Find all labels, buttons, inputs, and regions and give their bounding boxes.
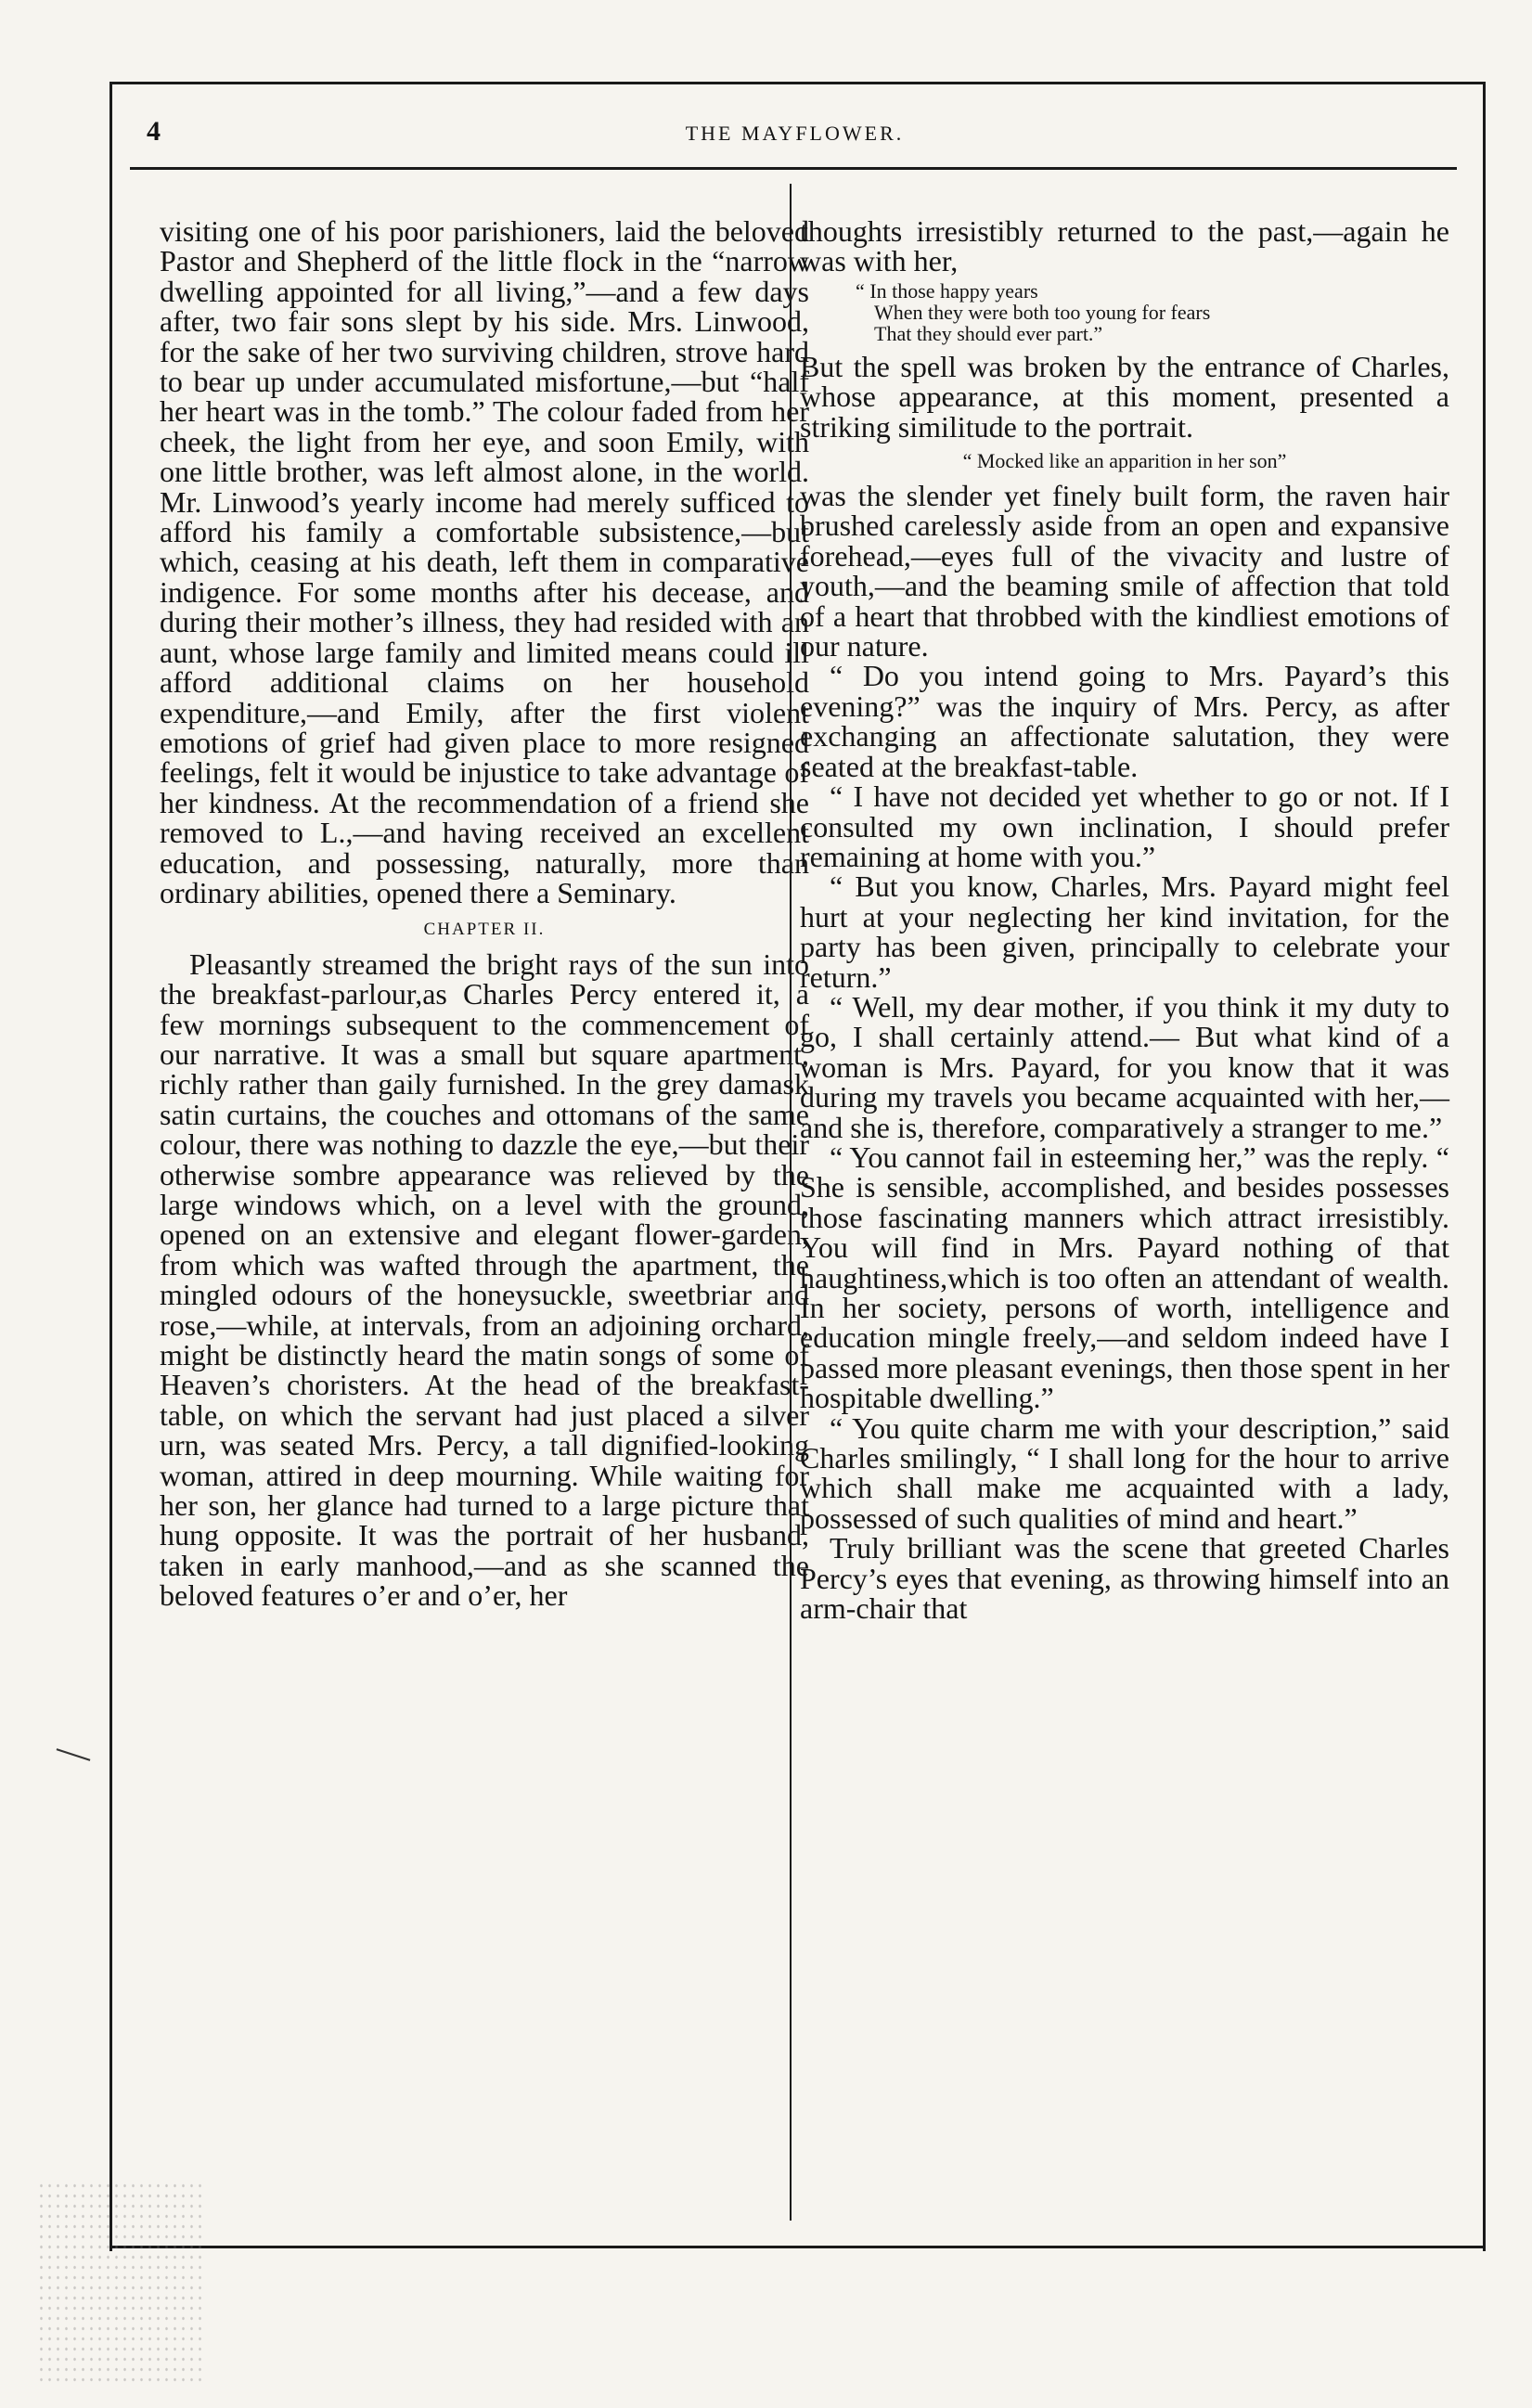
- paper-speckle: [37, 2181, 204, 2385]
- running-title: THE MAYFLOWER.: [685, 122, 905, 145]
- verse-line: When they were both too young for fears: [874, 300, 1211, 324]
- paragraph: “ You cannot fail in esteeming her,” was the reply. “ She is sensible, accomplished, and besides possesses those fascinating manners which attract irresistibly. You will find in Mrs. Payard nothing of that haughtiness,which is too often an attendant of wealth. In her society, persons of worth, intelligence and education mingle freely,—and seldom indeed have I passed more pleasant evenings, then those spent in her hospitable dwelling.”: [800, 1140, 1449, 1415]
- paragraph: Truly brilliant was the scene that greeted Charles Percy’s eyes that evening, as throwing himself into an arm-chair that: [800, 1531, 1449, 1626]
- page-header: [109, 116, 1480, 153]
- paragraph: “ I have not decided yet whether to go or not. If I consulted my own inclination, I should prefer remaining at home with you.”: [800, 779, 1449, 873]
- paragraph: visiting one of his poor parishioners, laid the beloved Pastor and Shepherd of the little flock in the “narrow dwelling appointed for all living,”—and a few days after, two fair sons slept by his side. Mrs. Linwood, for the sake of her two surviving children, strove hard to bear up under accumulated misfortune,—but “half her heart was in the tomb.” The colour faded from her cheek, the light from her eye, and soon Emily, with one little brother, was left almost alone, in the world. Mr. Linwood’s yearly income had merely sufficed to afford his family a comfortable subsistence,—but which, ceasing at his death, left them in comparative indigence. For some months after his decease, and during their mother’s illness, they had resided with an aunt, whose large family and limited means could ill afford additional claims on her household expenditure,—and Emily, after the first violent emotions of grief had given place to more resigned feelings, felt it would be injustice to take advantage of her kindness. At the recommendation of a friend she removed to L.,—and having received an excellent education, and possessing, naturally, more than ordinary abilities, opened there a Seminary.: [160, 214, 809, 909]
- paragraph: was the slender yet finely built form, the raven hair brushed carelessly aside from an open and expansive forehead,—eyes full of the vivacity and lustre of youth,—and the beaming smile of affection that told of a heart that throbbed with the kindliest emotions of our nature.: [800, 479, 1449, 663]
- paragraph: “ Do you intend going to Mrs. Payard’s this evening?” was the inquiry of Mrs. Percy, as after exchanging an affectionate salutation, they were seated at the breakfast-table.: [800, 659, 1449, 783]
- page-number: 4: [147, 116, 161, 147]
- paragraph: thoughts irresistibly returned to the past,—again he was with her,: [800, 214, 1449, 278]
- verse-quote: “ Mocked like an apparition in her son”: [962, 449, 1287, 473]
- paragraph: But the spell was broken by the entrance of Charles, whose appearance, at this moment, presented a striking similitude to the portrait.: [800, 349, 1449, 444]
- margin-mark: [57, 1748, 91, 1761]
- bottom-rule: [109, 2246, 1483, 2248]
- verse-quote: [856, 280, 1449, 344]
- paragraph: “ But you know, Charles, Mrs. Payard might feel hurt at your neglecting her kind invitation, for the party has been given, principally to celebrate your return.”: [800, 869, 1449, 994]
- left-column: [160, 216, 809, 1611]
- verse-line: That they should ever part.”: [874, 321, 1103, 345]
- chapter-heading: CHAPTER II.: [423, 920, 546, 940]
- column-divider: [790, 184, 792, 2221]
- paragraph: “ Well, my dear mother, if you think it my duty to go, I shall certainly attend.— But what kind of a woman is Mrs. Payard, for you know that it was during my travels you became acquainted with her,—and she is, therefore, comparatively a stranger to me.”: [800, 989, 1449, 1144]
- header-rule: [130, 167, 1457, 170]
- right-column: [800, 214, 1449, 1626]
- paragraph: “ You quite charm me with your description,” said Charles smilingly, “ I shall long for the hour to arrive which shall make me acquainted with a lady, possessed of such qualities of mind and heart.”: [800, 1410, 1449, 1535]
- verse-line: “ In those happy years: [856, 278, 1038, 303]
- paragraph: Pleasantly streamed the bright rays of the sun into the breakfast-parlour,as Charles Percy entered it, a few mornings subsequent to the commencement of our narrative. It was a small but square apartment, richly rather than gaily furnished. In the grey damask satin curtains, the couches and ottomans of the same colour, there was nothing to dazzle the eye,—but their otherwise sombre appearance was relieved by the large windows which, on a level with the ground, opened on an extensive and elegant flower-garden, from which was wafted through the apartment, the mingled odours of the honeysuckle, sweetbriar and rose,—while, at intervals, from an adjoining orchard, might be distinctly heard the matin songs of some of Heaven’s choristers. At the head of the breakfast-table, on which the servant had just placed a silver urn, was seated Mrs. Percy, a tall dignified-looking woman, attired in deep mourning. While waiting for her son, her glance had turned to a large picture that hung opposite. It was the portrait of her husband, taken in early manhood,—and as she scanned the beloved features o’er and o’er, her: [160, 946, 809, 1613]
